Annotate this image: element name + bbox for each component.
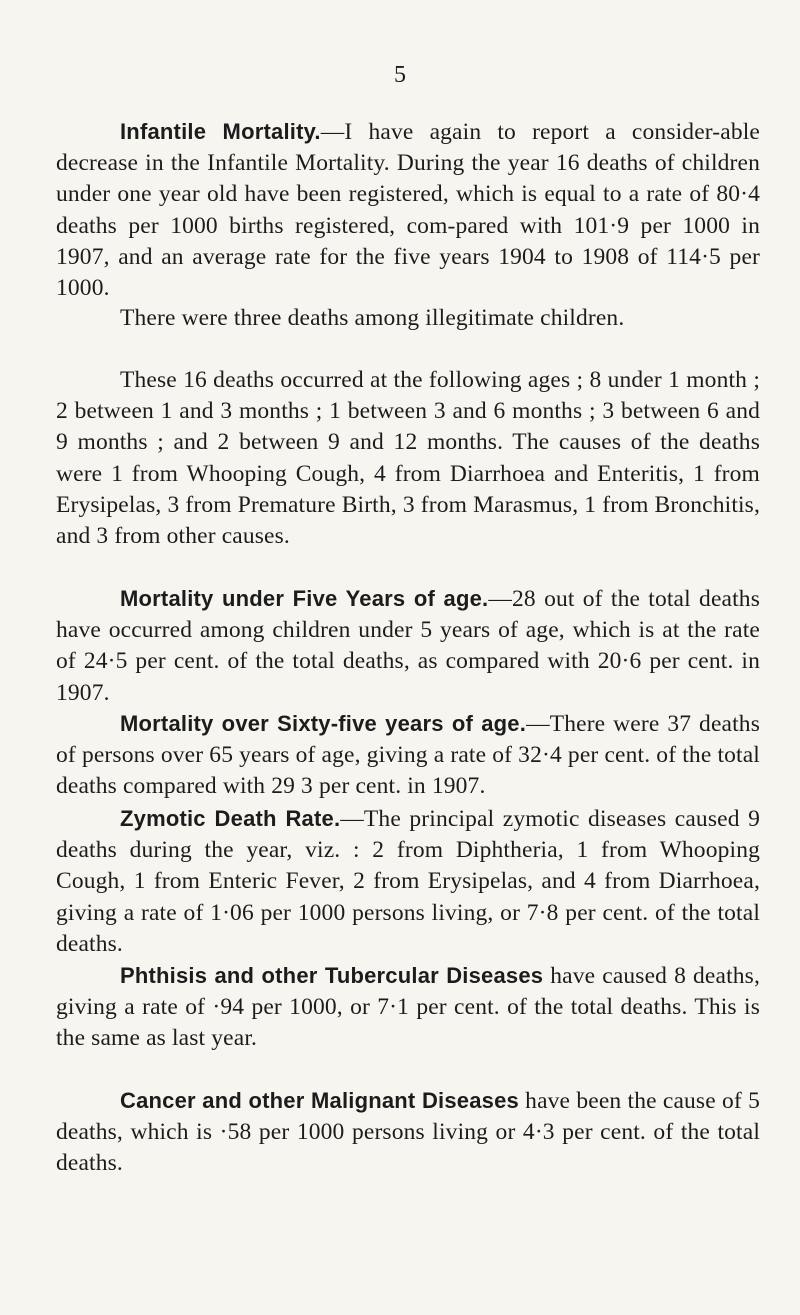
paragraph-text: There were three deaths among illegitimate children.: [120, 305, 625, 331]
paragraph-text: —The principal zymotic diseases caused 9 deaths during the year, viz. : 2 from Diphtheria, 1 from Whooping Cough, 1 from Enteric Fever, 2 from Erysipelas, and 4 from Diarrhoea, giving a rate of 1·06 per 1000 persons living, or 7·8 per cent. of the total deaths.: [56, 806, 761, 957]
paragraph-cancer: [56, 1085, 760, 1180]
paragraph-zymotic-death-rate: [56, 803, 760, 960]
paragraph-illegitimate-deaths: [56, 303, 760, 334]
section-heading-cancer: Cancer and other Malignant Diseases: [120, 1088, 519, 1113]
paragraph-ages-and-causes: [56, 365, 760, 552]
paragraph-text: —I have again to report a consider-able decrease in the Infantile Mortality. During the year 16 deaths of children under one year old have been registered, which is equal to a rate of 80·4 deaths per 1000 births registered, com-pared with 101·9 per 1000 in 1907, and an average rate for the five years 1904 to 1908 of 114·5 per 1000.: [56, 119, 760, 302]
paragraph-under-five-mortality: [56, 583, 760, 709]
paragraph-text: have been the cause of 5 deaths, which is ·58 per 1000 persons living or 4·3 per cent. of the total deaths.: [56, 1088, 760, 1177]
section-heading-infantile-mortality: Infantile Mortality.: [120, 119, 321, 144]
paragraph-text: These 16 deaths occurred at the following ages ; 8 under 1 month ; 2 between 1 and 3 months ; 1 between 3 and 6 months ; 3 between 6 and 9 months ; and 2 between 9 and 12 months. The causes of the deaths were 1 from Whooping Cough, 4 from Diarrhoea and Enteritis, 1 from Erysipelas, 3 from Premature Birth, 3 from Marasmus, 1 from Bronchitis, and 3 from other causes.: [56, 367, 760, 550]
paragraph-text: —28 out of the total deaths have occurred among children under 5 years of age, which is at the rate of 24·5 per cent. of the total deaths, as compared with 20·6 per cent. in 1907.: [56, 586, 760, 706]
section-heading-under-five: Mortality under Five Years of age.: [120, 586, 489, 611]
section-heading-phthisis: Phthisis and other Tubercular Diseases: [120, 963, 544, 988]
section-heading-over-sixty-five: Mortality over Sixty-five years of age.: [120, 711, 527, 736]
paragraph-over-sixty-five-mortality: [56, 708, 760, 803]
paragraph-text: have caused 8 deaths, giving a rate of ·94 per 1000, or 7·1 per cent. of the total deaths. This is the same as last year.: [56, 963, 760, 1052]
section-heading-zymotic: Zymotic Death Rate.: [120, 806, 341, 831]
paragraph-text: —There were 37 deaths of persons over 65 years of age, giving a rate of 32·4 per cent. of the total deaths compared with 29 3 per cent. in 1907.: [56, 711, 760, 800]
page-number: 5: [394, 62, 406, 88]
paragraph-phthisis: [56, 960, 760, 1055]
paragraph-infantile-mortality: [56, 116, 760, 304]
